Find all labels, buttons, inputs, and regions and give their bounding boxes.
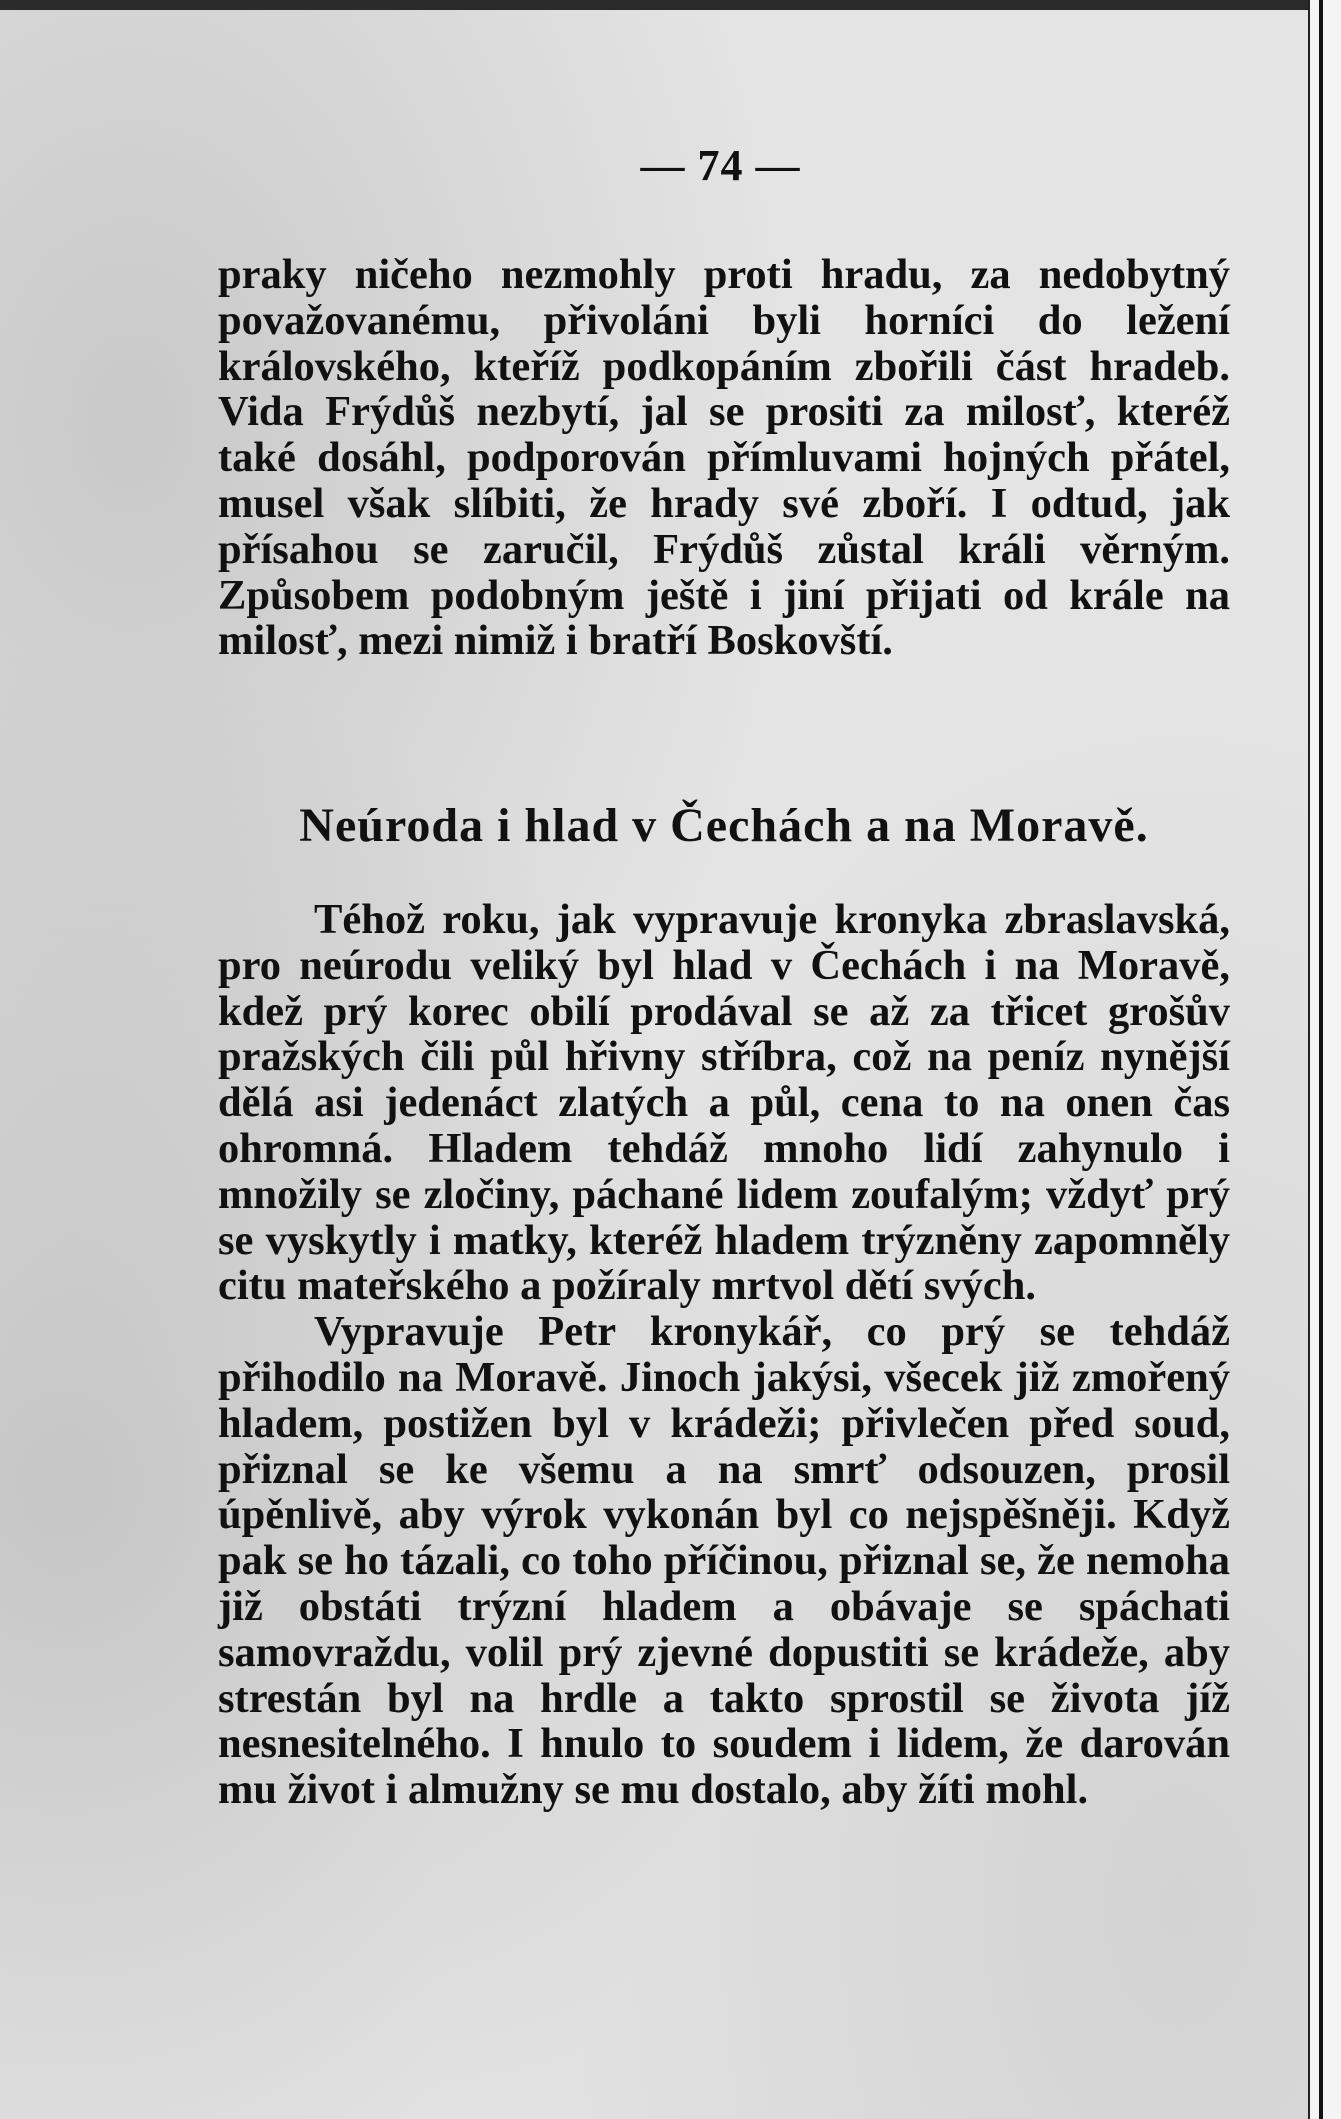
section-body [218,897,1230,1813]
section-heading: Neúroda i hlad v Čechách a na Moravě. [299,799,1149,852]
paragraph-3-text: Vypravuje Petr kronykář, co prý se tehdáž přihodilo na Moravě. Jinoch jakýsi, všecek již zmořený hladem, postižen byl v krádeži; přivlečen před soud, přiznal se ke všemu a na smrť odsouzen, prosil úpěnlivě, aby výrok vykonán byl co nejspěšněji. Když pak se ho tázali, co toho příčinou, přiznal se, že nemoha již obstáti trýzní hladem a obávaje se spáchati samovraždu, volil prý zjevné dopustiti se krádeže, aby strestán byl na hrdle a takto sprostil se života jíž nesnesitelného. I hnulo to soudem i lidem, že darován mu život i almužny se mu dostalo, aby žíti mohl. [218,1308,1230,1814]
paragraph-1 [218,252,1230,664]
paragraph-2-text: Téhož roku, jak vypravuje kronyka zbraslavská, pro neúrodu veliký byl hlad v Čechách i na Moravě, kdež prý korec obilí prodával se až za třicet grošův pražských čili půl hřivny stříbra, což na peníz nynější dělá asi jedenáct zlatých a půl, cena to na onen čas ohromná. Hladem tehdáž mnoho lidí zahynulo i množily se zločiny, páchané lidem zoufalým; vždyť prý se vyskytly i matky, kteréž hladem trýzněny zapomněly citu mateřského a požíraly mrtvol dětí svých. [218,896,1230,1310]
scan-top-shadow [0,0,1310,10]
page-edge-rule [1319,0,1323,2119]
page-number: — 74 — [640,141,801,190]
paragraph-1-text: praky ničeho nezmohly proti hradu, za nedobytný považovanému, přivoláni byli horníci do ležení královského, kteříž podkopáním zbořili část hradeb. Vida Frýdůš nezbytí, jal se prositi za milosť, kteréž také dosáhl, podporován přímluvami hojných přátel, musel však slíbiti, že hrady své zboří. I odtud, jak přísahou se zaručil, Frýdůš zůstal králi věrným. Způsobem podobným ještě i jiní přijati od krále na milosť, mezi nimiž i bratří Boskovští. [218,251,1230,665]
page-edge [1308,0,1341,2119]
